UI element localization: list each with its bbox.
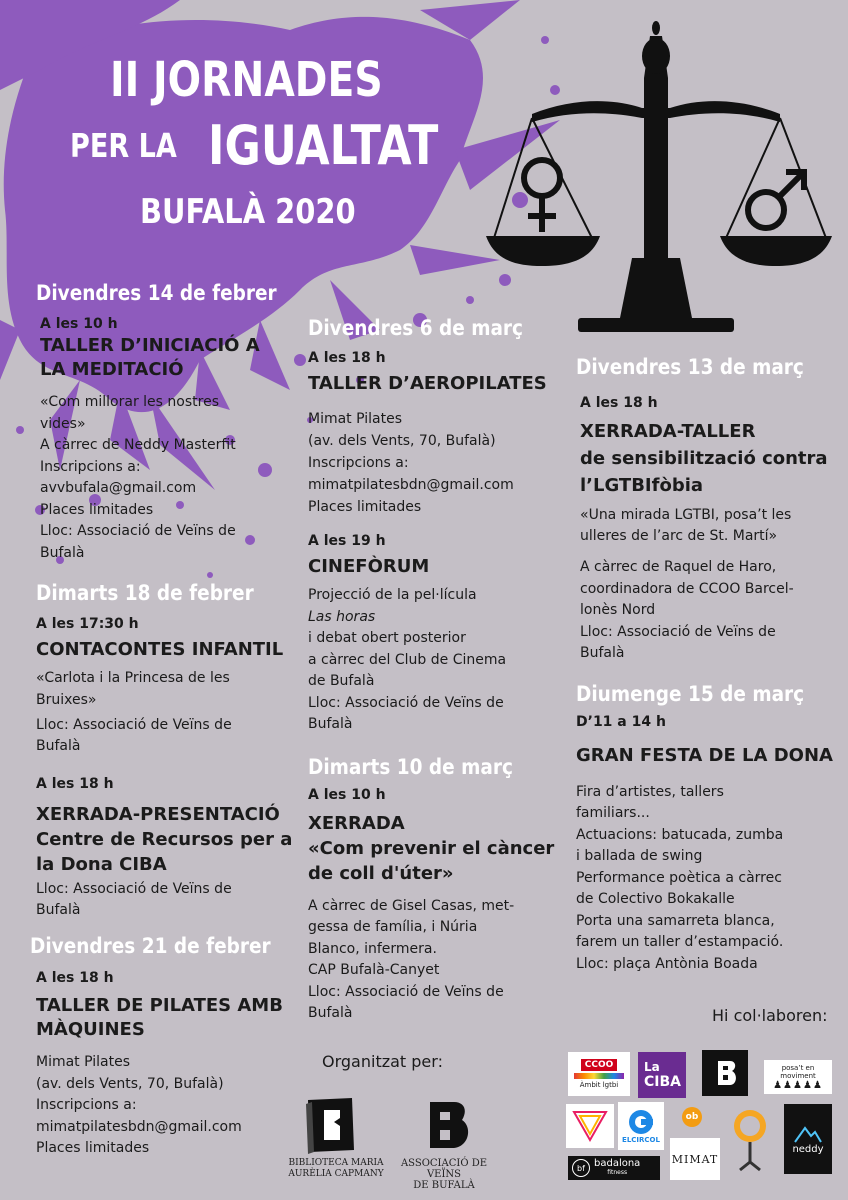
detail-line: familiars...: [576, 805, 650, 821]
detail-line: Places limitades: [308, 499, 422, 515]
detail-line: lonès Nord: [580, 602, 656, 618]
mimat-logo: [670, 1138, 720, 1180]
detail-line: Mimat Pilates: [308, 411, 403, 427]
badalona-wordmark: badalona: [594, 1158, 641, 1169]
dance-group-logo: [728, 1104, 772, 1174]
event-time: A les 18 h: [580, 395, 658, 411]
badalona-fitness-logo: [568, 1156, 660, 1180]
detail-line: «Com millorar les nostres: [40, 394, 219, 410]
triangle-icon: [570, 1108, 610, 1144]
event-time: A les 18 h: [308, 350, 386, 366]
detail-line: Lloc: Associació de Veïns de: [36, 717, 232, 733]
title-line-1: II JORNADES: [110, 52, 383, 108]
detail-line: Bufalà: [36, 738, 81, 754]
detail-line: i ballada de swing: [576, 848, 703, 864]
moviment-wordmark: posa’t en moviment: [780, 1063, 816, 1080]
date-heading: Divendres 6 de març: [308, 316, 524, 340]
event-time: D’11 a 14 h: [576, 713, 666, 730]
ob-logo: [668, 1100, 716, 1134]
mountain-icon: [793, 1124, 823, 1144]
event-details: [580, 557, 838, 665]
rainbow-icon: [574, 1073, 624, 1079]
date-heading: Divendres 13 de març: [576, 355, 804, 379]
detail-line: Projecció de la pel·lícula: [308, 587, 477, 603]
event-title: [36, 802, 296, 877]
library-logo: [282, 1094, 390, 1180]
detail-line: A càrrec de Neddy Masterfit: [40, 437, 236, 453]
detail-line: Lloc: Associació de Veïns de: [308, 983, 504, 1000]
detail-line: Porta una samarreta blanca,: [576, 912, 775, 929]
title-line-2b: IGUALTAT: [208, 114, 439, 177]
caption-line: DE BUFALÀ: [413, 1180, 475, 1191]
detail-line: de Bufalà: [308, 673, 375, 689]
event-details: [308, 585, 558, 736]
event-aeropilates: [308, 349, 558, 518]
organizers-label: Organitzat per:: [322, 1052, 443, 1071]
elcircol-logo: [618, 1102, 664, 1150]
event-cancer-talk: [308, 786, 558, 1025]
caption-line: AURÈLIA CAPMANY: [288, 1169, 384, 1179]
event-details: [580, 505, 838, 547]
detail-line: Lloc: plaça Antònia Boada: [576, 955, 758, 972]
event-title-line: XERRADA-PRESENTACIÓ: [36, 804, 280, 825]
detail-line: Fira d’artistes, tallers: [576, 783, 724, 800]
email-text: mimatpilatesbdn@gmail.com: [36, 1118, 242, 1135]
email-text: mimatpilatesbdn@gmail.com: [308, 477, 514, 493]
event-title: [580, 418, 838, 499]
la-ciba-logo: [638, 1052, 686, 1098]
library-caption: [282, 1158, 390, 1180]
detail-line: Places limitades: [40, 501, 154, 518]
detail-line: Bufalà: [40, 544, 85, 561]
event-ciba-presentation: [36, 775, 296, 921]
neddy-wordmark: neddy: [792, 1143, 824, 1155]
association-b-icon: [710, 1058, 740, 1088]
event-time: A les 10 h: [308, 786, 386, 803]
ccoo-logo: [568, 1052, 630, 1096]
ob-wordmark: ob: [682, 1107, 702, 1127]
event-title: CINEFÒRUM: [308, 556, 430, 577]
dancers-icon: ♟♟♟♟♟: [773, 1079, 823, 1091]
event-details: [36, 1052, 296, 1160]
dancer-figure-icon: [730, 1106, 770, 1172]
association-small-logo: [702, 1050, 748, 1096]
detail-line: Lloc: Associació de Veïns de: [36, 881, 232, 897]
date-heading: Dimarts 18 de febrer: [36, 581, 254, 605]
email-text: avvbufala@gmail.com: [40, 480, 197, 496]
detail-line: Bufalà: [36, 902, 81, 918]
event-title-line: TALLER D’INICIACIÓ A: [40, 335, 260, 356]
detail-line: Inscripcions a:: [40, 458, 141, 475]
event-details: [36, 715, 296, 757]
detail-line: gessa de família, i Núria: [308, 919, 478, 935]
event-time: A les 10 h: [40, 316, 118, 332]
detail-line: Bufalà: [580, 645, 625, 661]
ciba-wordmark-b: CIBA: [644, 1074, 681, 1090]
date-heading: Divendres 14 de febrer: [36, 281, 277, 305]
caption-line: BIBLIOTECA MARIA: [288, 1158, 384, 1168]
column-3: [576, 354, 838, 975]
date-heading: Dimarts 10 de març: [308, 754, 513, 779]
detail-line: de Colectivo Bokakalle: [576, 891, 735, 907]
event-title-line: l’LGTBIfòbia: [580, 475, 704, 496]
detail-line: «Una mirada LGTBI, posa’t les: [580, 507, 792, 523]
event-title-line: la Dona CIBA: [36, 854, 167, 875]
event-womens-day: [576, 713, 838, 976]
event-details: [36, 879, 296, 921]
event-details: [308, 408, 558, 518]
collaborators-label: Hi col·laboren:: [712, 1006, 828, 1025]
detail-line: Places limitades: [36, 1140, 150, 1156]
scales-of-justice-icon: [482, 18, 842, 338]
event-title-line: Centre de Recursos per a: [36, 829, 293, 850]
book-icon: [282, 1094, 390, 1154]
male-symbol-icon: [748, 172, 804, 228]
ccoo-subtitle: Àmbit lgtbi: [579, 1081, 619, 1089]
association-b-icon: [388, 1098, 500, 1154]
detail-line: A càrrec de Raquel de Haro,: [580, 559, 777, 575]
association-caption: [388, 1158, 500, 1191]
column-1: [30, 280, 296, 1160]
ciba-wordmark-a: La: [644, 1060, 660, 1074]
posat-en-moviment-logo: [764, 1060, 832, 1094]
triangle-logo: [566, 1104, 614, 1148]
detail-line: Mimat Pilates: [36, 1054, 131, 1070]
event-title-line: LA MEDITACIÓ: [40, 359, 184, 380]
female-symbol-icon: [524, 160, 560, 232]
event-title-line: de sensibilització contra: [580, 448, 828, 469]
detail-line: Bruixes»: [36, 692, 97, 708]
event-title: GRAN FESTA DE LA DONA: [576, 744, 833, 766]
detail-line: Inscripcions a:: [308, 455, 409, 471]
bf-mark: bf: [572, 1159, 590, 1177]
event-title-line: XERRADA-TALLER: [580, 421, 756, 442]
event-details: [576, 782, 838, 976]
detail-line: Performance poètica a càrrec: [576, 869, 782, 886]
elcircol-wordmark: ELCIRCOL: [622, 1136, 660, 1144]
event-title: [40, 334, 296, 382]
event-time: A les 18 h: [36, 776, 114, 792]
detail-line: (av. dels Vents, 70, Bufalà): [36, 1075, 224, 1092]
circle-c-icon: [627, 1108, 655, 1136]
detail-line: Actuacions: batucada, zumba: [576, 826, 784, 843]
detail-line: CAP Bufalà-Canyet: [308, 962, 440, 978]
event-details: [40, 392, 296, 564]
event-time: A les 18 h: [36, 970, 114, 986]
caption-line: ASSOCIACIÓ DE VEÏNS: [400, 1158, 488, 1180]
event-title-line: «Com prevenir el càncer: [308, 837, 555, 859]
event-time: A les 17:30 h: [36, 616, 139, 632]
detail-line: farem un taller d’estampació.: [576, 934, 784, 950]
detail-line: Lloc: Associació de Veïns de: [580, 623, 776, 640]
event-details: [36, 667, 296, 711]
date-heading: Diumenge 15 de març: [576, 681, 805, 706]
event-title-line: XERRADA: [308, 812, 405, 834]
event-title-line: MÀQUINES: [36, 1019, 145, 1040]
event-time: A les 19 h: [308, 533, 386, 549]
event-meditation: [36, 315, 296, 564]
event-title: TALLER D’AEROPILATES: [308, 373, 547, 394]
detail-line: Blanco, infermera.: [308, 940, 437, 957]
title-line-2a: PER LA: [70, 126, 177, 165]
detail-line: a càrrec del Club de Cinema: [308, 651, 507, 668]
detail-line: Lloc: Associació de Veïns de: [308, 694, 504, 711]
detail-line: (av. dels Vents, 70, Bufalà): [308, 433, 496, 449]
event-pilates-machines: [36, 969, 296, 1160]
event-cineforum: [308, 532, 558, 736]
neddy-logo: [784, 1104, 832, 1174]
detail-line: A càrrec de Gisel Casas, met-: [308, 897, 515, 914]
event-lgtbi-workshop: [576, 394, 838, 665]
event-title: [36, 994, 296, 1042]
event-details: [308, 896, 558, 1025]
event-title: CONTACONTES INFANTIL: [36, 639, 284, 660]
date-heading: Divendres 21 de febrer: [30, 934, 271, 958]
detail-line: Bufalà: [308, 1005, 353, 1021]
film-title: Las horas: [308, 608, 376, 625]
detail-line: ulleres de l’arc de St. Martí»: [580, 528, 778, 544]
event-storytelling: [36, 615, 296, 757]
neighbors-association-logo: [388, 1098, 500, 1191]
detail-line: Bufalà: [308, 716, 353, 732]
detail-line: Lloc: Associació de Veïns de: [40, 523, 236, 539]
column-2: [308, 315, 558, 1025]
badalona-text: [594, 1159, 640, 1177]
detail-line: «Carlota i la Princesa de les: [36, 670, 230, 686]
detail-line: vides»: [40, 415, 86, 432]
detail-line: coordinadora de CCOO Barcel-: [580, 580, 794, 597]
detail-line: i debat obert posterior: [308, 630, 466, 646]
title-line-3: BUFALÀ 2020: [140, 192, 356, 232]
mimat-wordmark: MIMAT: [671, 1152, 719, 1166]
event-title: [308, 811, 558, 886]
detail-line: Inscripcions a:: [36, 1097, 137, 1113]
fitness-wordmark: fitness: [607, 1169, 628, 1176]
ccoo-wordmark: CCOO: [581, 1059, 618, 1071]
event-title-line: TALLER DE PILATES AMB: [36, 995, 283, 1016]
event-title-line: de coll d'úter»: [308, 862, 454, 884]
